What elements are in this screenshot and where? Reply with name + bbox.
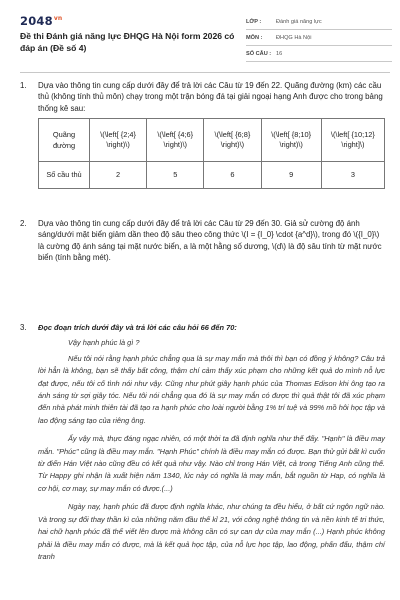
meta-value: ĐHQG Hà Nội — [276, 34, 312, 41]
table-row-counts — [39, 161, 385, 188]
passage-lead: Vậy hạnh phúc là gì ? — [68, 338, 140, 348]
table-cell: \(\left[ {10;12} \right]\) — [321, 118, 384, 161]
passage-instruction: Đọc đoạn trích dưới đây và trả lời các câu hỏi 66 đến 70: — [38, 323, 237, 332]
document-title: Đề thi Đánh giá năng lực ĐHQG Hà Nội form 2026 có đáp án (Đề số 4) — [20, 31, 235, 53]
reading-passage — [38, 322, 385, 563]
question-body — [38, 80, 385, 189]
question-body: Dựa vào thông tin cung cấp dưới đây để trả lời các Câu từ 29 đến 30. Giả sử cường độ ánh sáng/dưới mặt biển giảm dần theo độ sâu theo công thức \(I = {I_0} \cdot {a^d}\), trong đó \({I_0}\) là cường độ ánh sáng tại mặt nước biển, a là một hằng số dương, \(d\) là độ sâu tính từ mặt nước biển (tính bằng mét). — [38, 219, 382, 262]
question-number: 1. — [20, 81, 27, 90]
meta-key: SỐ CÂU : — [246, 50, 272, 57]
meta-key: MÔN : — [246, 34, 263, 41]
question-3 — [20, 322, 385, 569]
meta-value: 16 — [276, 50, 283, 57]
table-cell: 5 — [147, 161, 204, 188]
table-cell: 3 — [321, 161, 384, 188]
logo-text: 2048 — [20, 14, 53, 28]
site-logo[interactable] — [20, 14, 62, 28]
table-cell: 6 — [204, 161, 261, 188]
question-2 — [20, 218, 385, 263]
table-cell: 9 — [261, 161, 321, 188]
question-1 — [20, 80, 385, 189]
header-divider — [20, 72, 390, 73]
meta-key: LỚP : — [246, 18, 262, 25]
page-header — [20, 14, 390, 66]
table-row-header: Quãng đường — [39, 118, 90, 161]
question-text: Dựa vào thông tin cung cấp dưới đây để trả lời các Câu từ 19 đến 22. Quãng đường (km) các cầu thủ (không tính thủ môn) chạy trong một trận bóng đá tại giải ngoại hạng Anh được cho trong bảng thống kê sau: — [38, 81, 383, 113]
logo-tld: vn — [53, 15, 63, 23]
table-cell: \(\left[ {4;6} \right)\) — [147, 118, 204, 161]
meta-row-count — [246, 46, 392, 62]
table-row-intervals — [39, 118, 385, 161]
question-number: 3. — [20, 323, 27, 332]
table-cell: \(\left[ {2;4} \right)\) — [90, 118, 147, 161]
distance-table — [38, 118, 385, 189]
table-cell: \(\left[ {8;10} \right)\) — [261, 118, 321, 161]
meta-table — [246, 14, 392, 62]
passage-paragraph: Ấy vậy mà, thực đáng ngạc nhiên, có một thời ta đã định nghĩa như thế đấy. "Hạnh" là điều may mắn. "Phúc" cũng là điều may mắn. "Hạnh Phúc" chính là điều may mắn có được. Bạn thử gửi bất kì cuốn từ điển Hán Việt nào cũng đều có kết quả như vậy. Nào chỉ trong Hán Việt, cả trong Tiếng Anh cũng thế. Từ Happy ghi nhận là xuất hiện năm 1340, lúc này có nghĩa là may mắn, bắt nguồn từ Hap, có nghĩa là cơ hội, cơ may, sự may mắn có được.(...) — [38, 434, 385, 493]
question-number: 2. — [20, 219, 27, 228]
passage-paragraph: Ngày nay, hạnh phúc đã được định nghĩa khác, như chúng ta đều hiểu, ở bất cứ ngôn ngữ nào. Và trong sự đổi thay thần kì của những năm đầu thế kỉ 21, với công nghệ thông tin và nền kinh tế tri thức, hai chữ hạnh phúc đã thể viết lên được mà không cần có sự can dự của may mắn (...) Hạnh phúc không phải là điều may mắn có được, mà là kết quả học tập, của nỗ lực học tập, lao động, phấn đấu, thậm chí tranh — [38, 502, 385, 561]
table-cell: 2 — [90, 161, 147, 188]
meta-row-subject — [246, 30, 392, 46]
passage-paragraph: Nếu tôi nói rằng hạnh phúc chẳng qua là sự may mắn mà thôi thì bạn có đồng ý không? Câu trả lời hẳn là không, bạn sẽ thấy bất công, thậm chí cảm thấy xúc phạm cho những kết quả do mình nỗ lực đạt được, nếu tôi cố tình nói như vậy. Cũng như phút giây hạnh phúc của Thomas Edison khi ông tạo ra ánh sáng từ sợi giây tóc. Nếu tôi nói chẳng qua đó là sự may mắn có được thì quả thật tôi đã xúc phạm đến nhà phát minh thiên tài đã tạo ra hạnh phúc cho loài người bằng 1% trí tuệ và 99% mồ hôi học tập và lao động sáng tạo của riêng ông. — [38, 353, 385, 425]
meta-value: Đánh giá năng lực — [276, 18, 322, 25]
meta-row-class — [246, 14, 392, 30]
table-row-header: Số cầu thủ — [39, 161, 90, 188]
table-cell: \(\left[ {6;8} \right)\) — [204, 118, 261, 161]
